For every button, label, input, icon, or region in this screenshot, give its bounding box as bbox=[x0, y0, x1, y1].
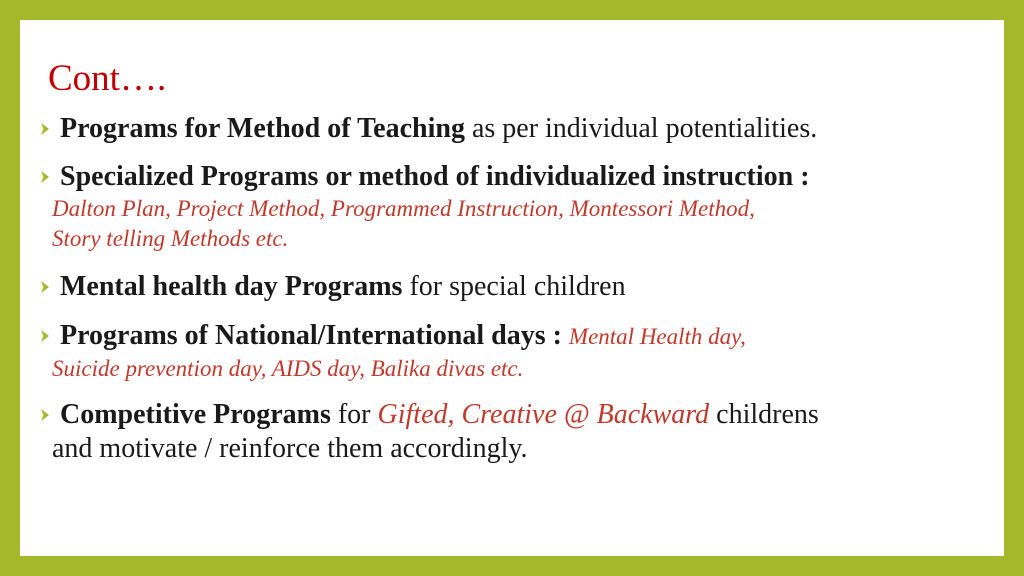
slide bbox=[20, 20, 1004, 556]
bullet-subtext: Dalton Plan, Project Method, Programmed Instruction, Montessori Method, bbox=[52, 196, 755, 221]
arrow-bullet-icon bbox=[38, 329, 52, 343]
bullet-item: Programs for Method of Teaching as per individual potentialities. bbox=[38, 112, 988, 146]
bullet-continuation: and motivate / reinforce them accordingly. bbox=[52, 433, 528, 464]
arrow-bullet-icon bbox=[38, 122, 52, 136]
bullet-item: Specialized Programs or method of individualized instruction : Dalton Plan, Project Method, Programmed Instruction, Montessori Method, Story telling Methods etc. bbox=[38, 160, 988, 254]
slide-title: Cont…. bbox=[48, 58, 167, 99]
arrow-bullet-icon bbox=[38, 280, 52, 294]
arrow-bullet-icon bbox=[38, 408, 52, 422]
bullet-subtext: Suicide prevention day, AIDS day, Balika divas etc. bbox=[52, 356, 524, 381]
bullet-item: Programs of National/International days : Mental Health day, Suicide prevention day, AIDS day, Balika divas etc. bbox=[38, 319, 988, 384]
bullet-subtext: Story telling Methods etc. bbox=[52, 226, 289, 251]
bullet-item: Competitive Programs for Gifted, Creative @ Backward childrens and motivate / reinforce them accordingly. bbox=[38, 398, 988, 466]
bullet-item: Mental health day Programs for special children bbox=[38, 270, 988, 304]
arrow-bullet-icon bbox=[38, 170, 52, 184]
